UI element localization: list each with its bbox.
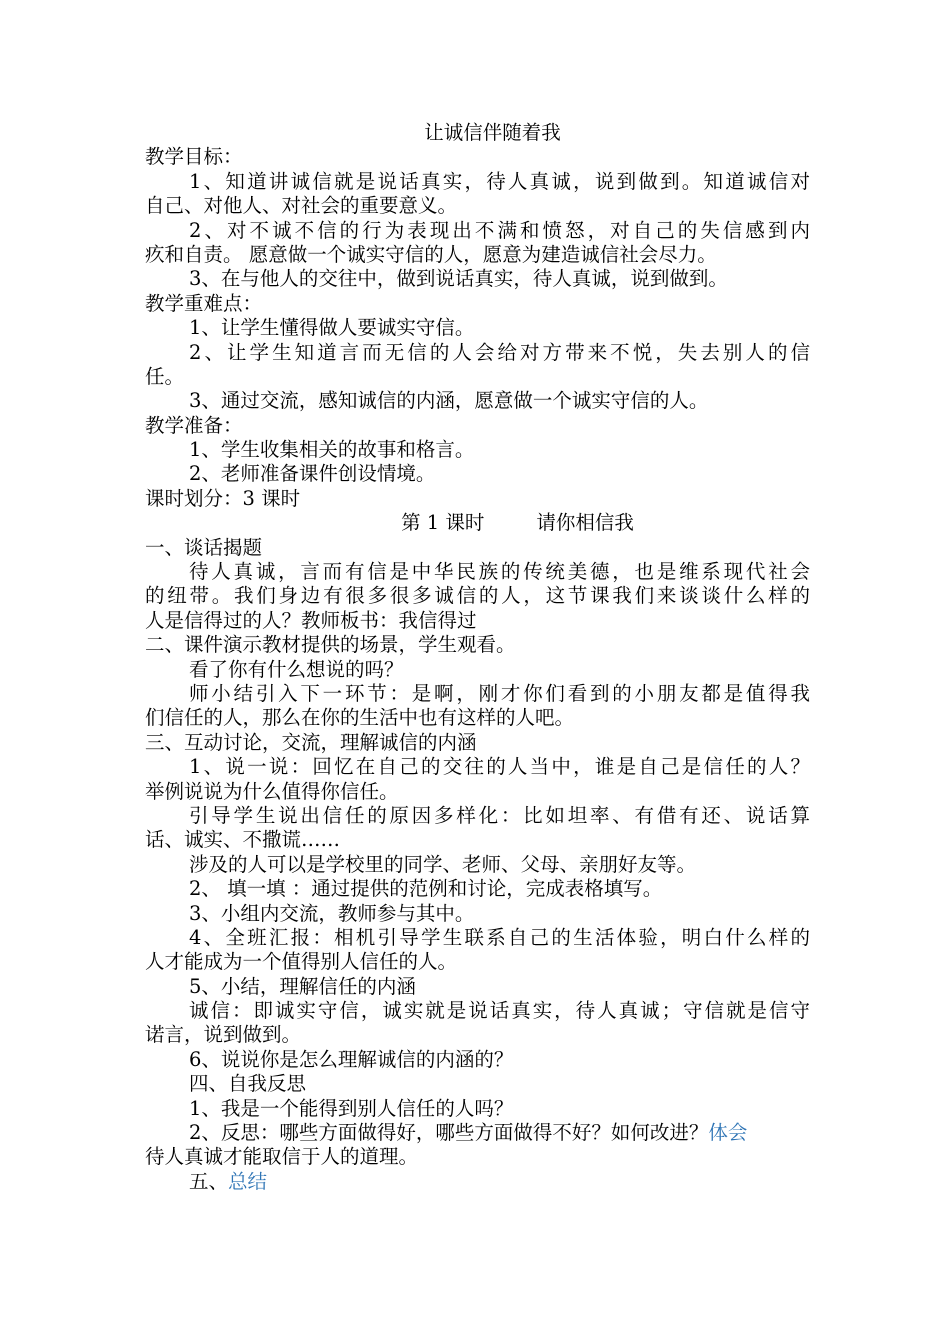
paragraph-line: 举例说说为什么值得你信任。: [145, 779, 399, 803]
paragraph-line: [145, 1121, 810, 1145]
paragraph-line: 5、小结，理解信任的内涵: [189, 974, 416, 998]
section-heading: 课时划分：3 课时: [145, 486, 301, 510]
paragraph-line: 自己、对他人、对社会的重要意义。: [145, 194, 458, 218]
paragraph-line: 们信任的人，那么在你的生活中也有这样的人吧。: [145, 706, 575, 730]
link-zongjie[interactable]: 总结: [228, 1169, 268, 1193]
paragraph-line: 疚和自责。 愿意做一个诚实守信的人，愿意为建造诚信社会尽力。: [145, 242, 717, 266]
paragraph-line: 1、让学生懂得做人要诚实守信。: [189, 316, 475, 340]
section-number: 五、: [189, 1169, 229, 1193]
paragraph-line: 的纽带。我们身边有很多很多诚信的人，这节课我们来谈谈什么样的: [145, 584, 810, 608]
paragraph-line: 待人真诚，言而有信是中华民族的传统美德，也是维系现代社会: [189, 560, 810, 584]
paragraph-line: 3、在与他人的交往中，做到说话真实，待人真诚，说到做到。: [189, 267, 728, 291]
paragraph-line: 2、 填一填 ：通过提供的范例和讨论，完成表格填写。: [189, 877, 663, 901]
lesson-heading: [145, 511, 810, 535]
paragraph-line: 6、说说你是怎么理解诚信的内涵的？: [189, 1047, 514, 1071]
document-page: [145, 121, 810, 1194]
paragraph-line: 待人真诚才能取信于人的道理。: [145, 1145, 419, 1169]
paragraph-line: 4、全班汇报：相机引导学生联系自己的生活体验，明白什么样的: [189, 925, 810, 949]
section-heading: 四、自我反思: [189, 1072, 307, 1096]
section-heading: 二、课件演示教材提供的场景，学生观看。: [145, 633, 516, 657]
paragraph-line: 3、小组内交流，教师参与其中。: [189, 901, 475, 925]
section-heading: 教学重难点：: [145, 291, 263, 315]
paragraph-line: 人是信得过的人？教师板书：我信得过: [145, 608, 477, 632]
paragraph-line: 3、通过交流，感知诚信的内涵，愿意做一个诚实守信的人。: [189, 389, 709, 413]
paragraph-line: 引导学生说出信任的原因多样化：比如坦率、有借有还、说话算: [189, 803, 810, 827]
paragraph-line: 任。: [145, 364, 185, 388]
paragraph-line: 人才能成为一个值得别人信任的人。: [145, 950, 458, 974]
paragraph-line: 涉及的人可以是学校里的同学、老师、父母、亲朋好友等。: [189, 852, 697, 876]
link-tihui[interactable]: 体会: [708, 1121, 748, 1145]
paragraph-line: 师小结引入下一环节：是啊，刚才你们看到的小朋友都是值得我: [189, 681, 810, 705]
section-heading: [145, 1170, 810, 1194]
section-heading: 三、互动讨论，交流，理解诚信的内涵: [145, 730, 477, 754]
lesson-title: 请你相信我: [536, 511, 634, 535]
paragraph-line: 2、老师准备课件创设情境。: [189, 462, 436, 486]
lesson-number: 第 1 课时: [401, 511, 485, 535]
document-title: 让诚信伴随着我: [424, 121, 561, 144]
paragraph-line: 1、说一说：回忆在自己的交往的人当中，谁是自己是信任的人？: [189, 755, 810, 779]
paragraph-line: 1、我是一个能得到别人信任的人吗？: [189, 1096, 514, 1120]
paragraph-text: 2、反思：哪些方面做得好，哪些方面做得不好？如何改进？: [189, 1121, 709, 1145]
paragraph-line: 1、学生收集相关的故事和格言。: [189, 438, 475, 462]
paragraph-line: 1、知道讲诚信就是说话真实，待人真诚，说到做到。知道诚信对: [189, 169, 810, 193]
section-heading: 一、谈话揭题: [145, 535, 263, 559]
paragraph-line: 话、诚实、不撒谎……: [145, 828, 341, 852]
paragraph-line: 诚信：即诚实守信，诚实就是说话真实，待人真诚；守信就是信守: [189, 999, 810, 1023]
section-heading: 教学准备：: [145, 413, 243, 437]
section-heading: 教学目标：: [145, 145, 243, 169]
paragraph-line: 诺言，说到做到。: [145, 1023, 302, 1047]
paragraph-line: 2、让学生知道言而无信的人会给对方带来不悦，失去别人的信: [189, 340, 810, 364]
paragraph-line: 2、对不诚不信的行为表现出不满和愤怒，对自己的失信感到内: [189, 218, 810, 242]
paragraph-line: 看了你有什么想说的吗？: [189, 657, 404, 681]
